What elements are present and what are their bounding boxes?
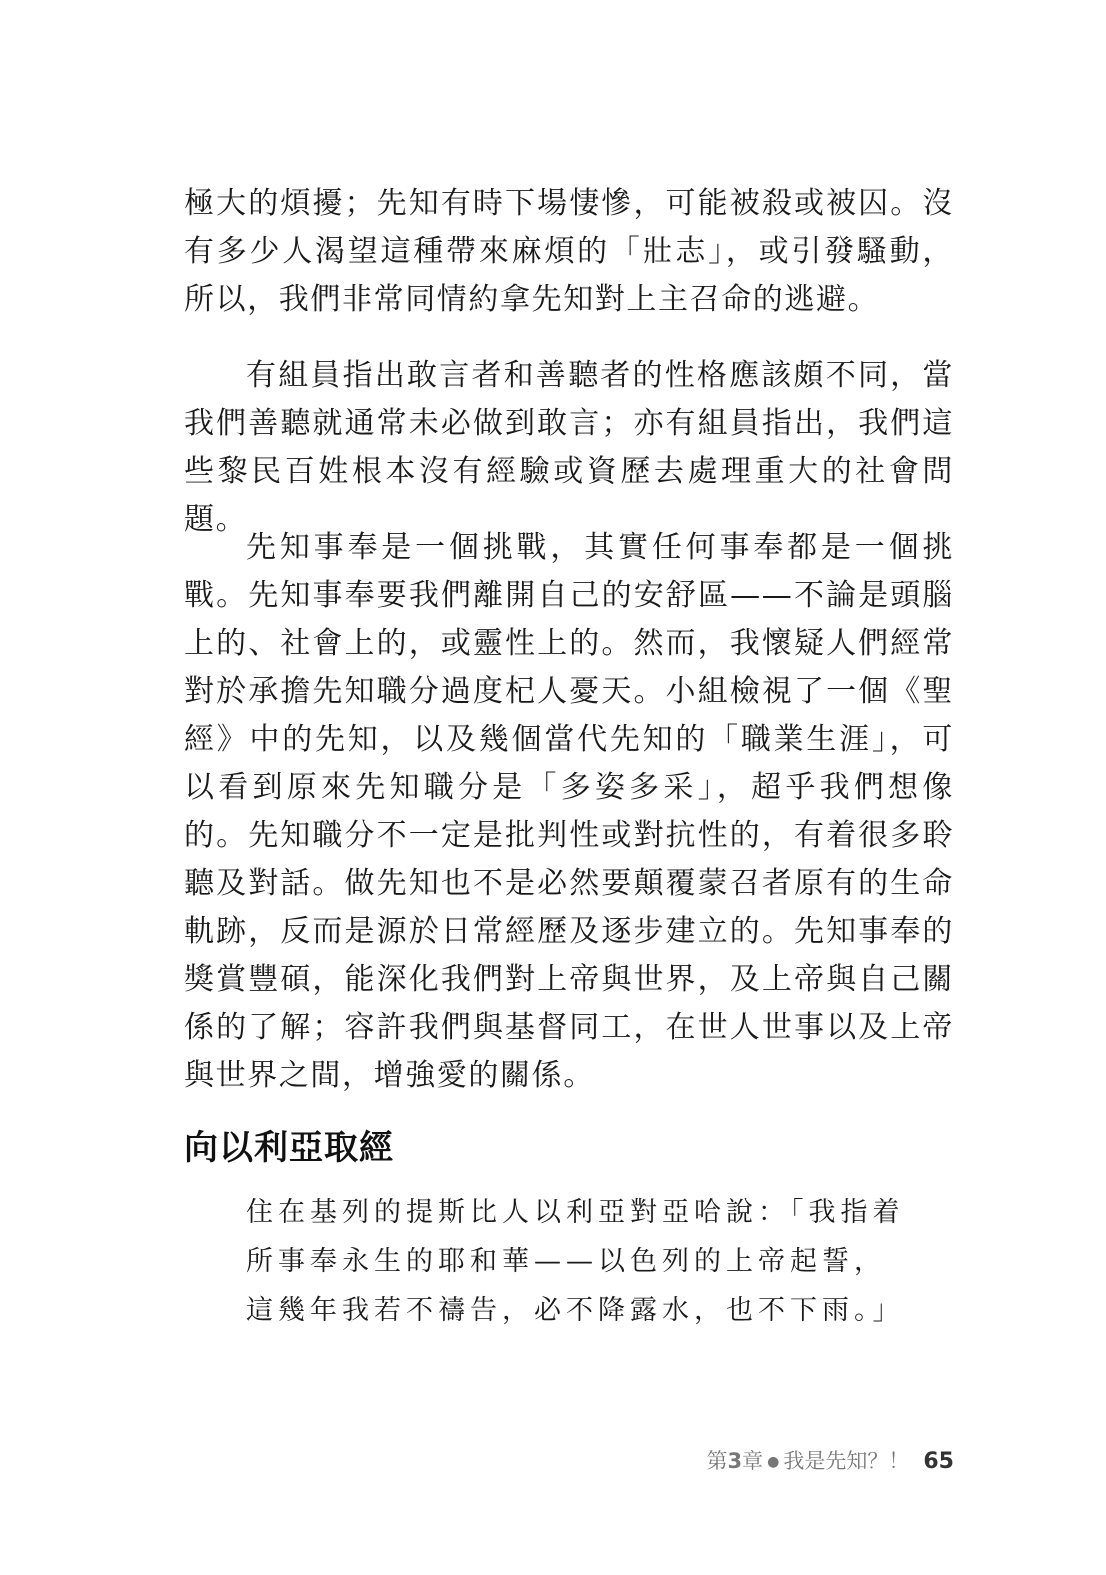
chapter-number: 3 (727, 1449, 743, 1473)
page-number: 65 (923, 1449, 954, 1474)
scripture-quote (246, 1188, 906, 1335)
paragraph-3: 先知事奉是一個挑戰，其實任何事奉都是一個挑戰。先知事奉要我們離開自己的安舒區——不論是頭腦上的、社會上的，或靈性上的。然而，我懷疑人們經常對於承擔先知職分過度杞人憂天。小組檢視了一個《聖經》中的先知，以及幾個當代先知的「職業生涯」，可以看到原來先知職分是「多姿多采」，超乎我們想像的。先知職分不一定是批判性或對抗性的，有着很多聆聽及對話。做先知也不是必然要顛覆蒙召者原有的生命軌跡，反而是源於日常經歷及逐步建立的。先知事奉的獎賞豐碩，能深化我們對上帝與世界，及上帝與自己關係的了解；容許我們與基督同工，在世人世事以及上帝與世界之間，增強愛的關係。 (184, 530, 954, 1093)
paragraph-1: 極大的煩擾；先知有時下場悽慘，可能被殺或被囚。沒有多少人渴望這種帶來麻煩的「壯志」，或引發騷動，所以，我們非常同情約拿先知對上主召命的逃避。 (184, 186, 954, 317)
chapter-prefix: 第 (706, 1449, 728, 1473)
section-heading: 向以利亞取經 (184, 1128, 394, 1168)
chapter-title: 我是先知？！ (783, 1449, 910, 1473)
quote-line: 所事奉永生的耶和華——以色列的上帝起誓， (246, 1246, 886, 1277)
quote-line: 住在基列的提斯比人以利亞對亞哈說：「我指着 (246, 1197, 905, 1228)
paragraph-2: 有組員指出敢言者和善聽者的性格應該頗不同，當我們善聽就通常未必做到敢言；亦有組員指出，我們這些黎民百姓根本沒有經驗或資歷去處理重大的社會問題。 (184, 358, 954, 537)
chapter-suffix: 章 (742, 1449, 764, 1473)
quote-line: 這幾年我若不禱告，必不降露水，也不下雨。」 (246, 1295, 905, 1326)
page-footer (707, 1446, 954, 1477)
bullet-separator-icon: ● (767, 1454, 780, 1470)
